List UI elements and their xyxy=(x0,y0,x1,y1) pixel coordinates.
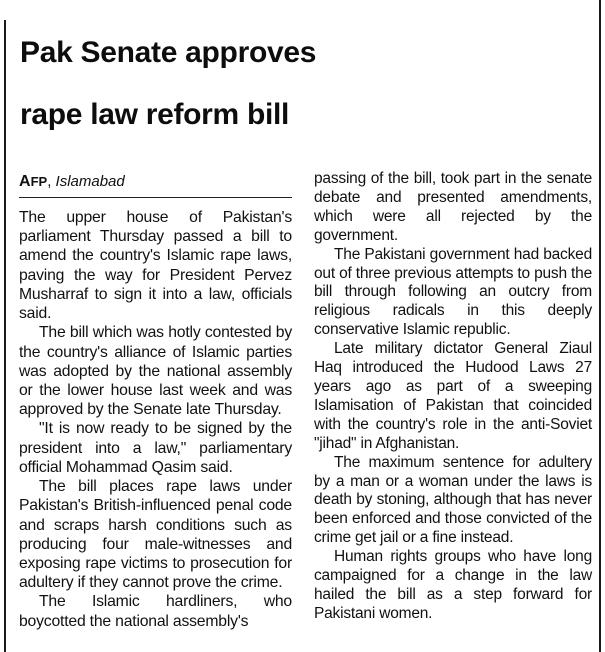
byline xyxy=(19,173,292,198)
article-paragraph: Late military dictator General Ziaul Haq introduced the Hudood Laws 27 years ago as part of a sweeping Islamisation of Pakistan that coincided with the country's role in the anti-Soviet "jihad" in Afghanistan. xyxy=(314,340,592,452)
headline xyxy=(20,22,598,146)
byline-agency xyxy=(19,173,47,190)
article-paragraph: Human rights groups who have long campaigned for a change in the law hailed the bill as a step forward for Pakistani women. xyxy=(314,548,592,622)
headline-line-2: rape law reform bill xyxy=(20,98,290,131)
left-column-rule xyxy=(4,20,6,652)
article-column-left xyxy=(19,208,292,631)
article-paragraph: "It is now ready to be signed by the president into a law," parliamentary official Mohammad Qasim said. xyxy=(19,420,292,476)
byline-separator: , xyxy=(47,173,52,190)
article-paragraph: The maximum sentence for adultery by a man or a woman under the laws is death by stoning, although that has never been enforced and those convicted of the crime get jail or a fine instead. xyxy=(314,453,592,547)
article-paragraph: The Pakistani government had backed out of three previous attempts to push the bill through following an outcry from religious radicals in this deeply conservative Islamic republic. xyxy=(314,245,592,339)
headline-line-1: Pak Senate approves xyxy=(20,36,317,69)
article-paragraph: The upper house of Pakistan's parliament Thursday passed a bill to amend the country's Islamic rape laws, paving the way for President Pervez Musharraf to sign it into a law, officials said. xyxy=(19,209,292,323)
article-paragraph: The bill places rape laws under Pakistan's British-influenced penal code and scraps harsh conditions such as producing four male-witnesses and exposing rape victims to prosecution for adultery if they cannot prove the crime. xyxy=(19,478,292,592)
article-paragraph: The bill which was hotly contested by the country's alliance of Islamic parties was adopted by the national assembly or the lower house last week and was approved by the Senate late Thursday. xyxy=(19,324,292,419)
byline-place: Islamabad xyxy=(55,173,125,190)
right-column-rule xyxy=(599,0,601,652)
byline-agency-rest: FP xyxy=(30,174,48,189)
article-paragraph: passing of the bill, took part in the senate debate and presented amendments, which were all rejected by the government. xyxy=(314,170,592,244)
byline-agency-initial: A xyxy=(19,173,31,190)
article-paragraph: The Islamic hardliners, who boycotted the national assembly's xyxy=(19,593,292,630)
article-column-right xyxy=(314,170,592,624)
